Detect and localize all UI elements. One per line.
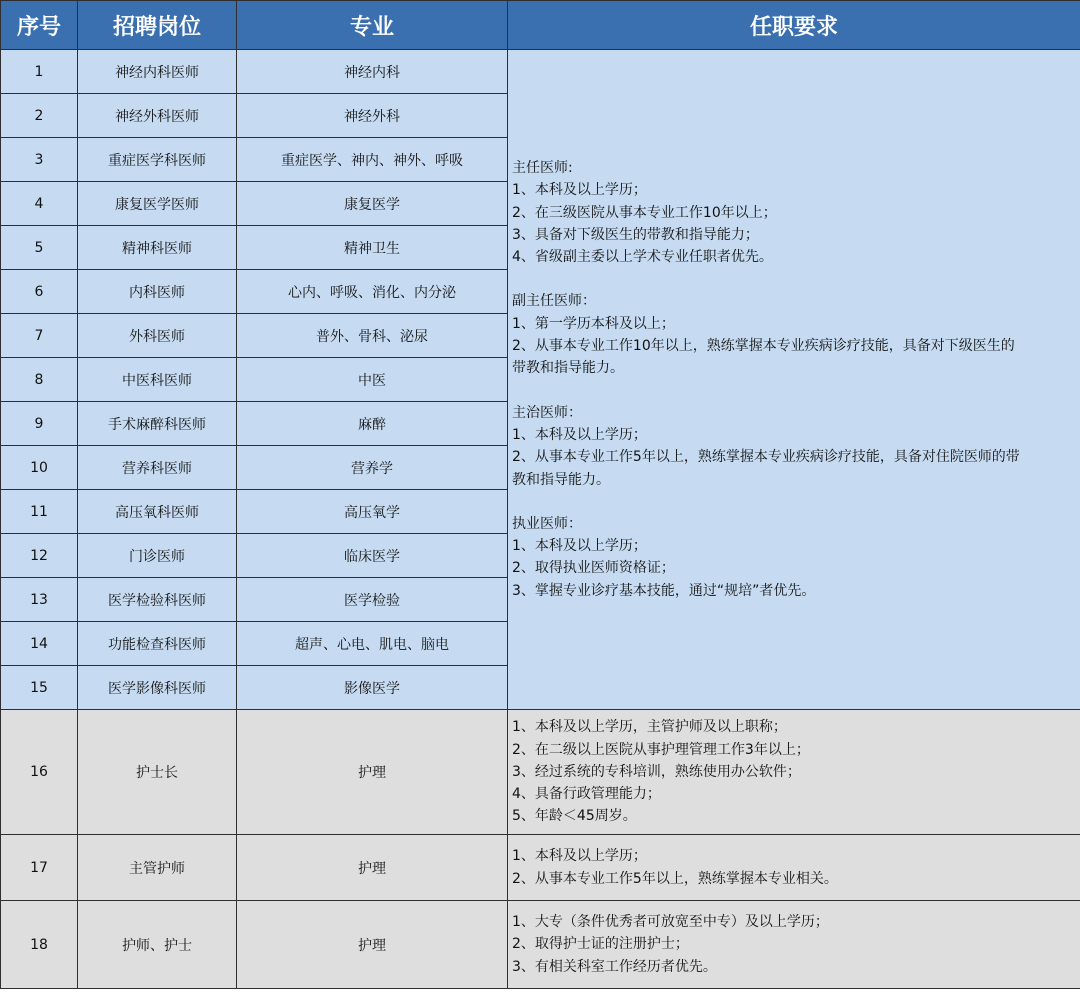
requirement-line: 2、在二级以上医院从事护理管理工作3年以上； [512,741,810,758]
header-no: 序号 [1,1,78,50]
table-row [1,50,1080,94]
cell-position: 神经外科医师 [78,94,237,138]
requirement-line: 5、年龄＜45周岁。 [512,808,637,825]
nurse-requirements-cell [508,835,1080,901]
cell-position: 护师、护士 [78,901,237,989]
cell-position: 外科医师 [78,314,237,358]
requirement-line: 2、从事本专业工作5年以上，熟练掌握本专业疾病诊疗技能，具备对住院医师的带 [512,449,1020,466]
requirement-block [512,157,1076,268]
header-major: 专业 [237,1,508,50]
cell-position: 手术麻醉科医师 [78,402,237,446]
requirement-title: 主任医师: [512,159,573,176]
requirement-title: 主治医师： [512,404,582,421]
cell-position: 精神科医师 [78,226,237,270]
table-row [1,901,1080,989]
spacer [512,491,1076,513]
nurse-requirements-cell [508,710,1080,835]
spacer [512,380,1076,402]
cell-major: 护理 [237,901,508,989]
cell-major: 影像医学 [237,666,508,710]
spacer [512,268,1076,290]
doctor-requirements-cell [508,50,1080,710]
cell-position: 营养科医师 [78,446,237,490]
requirement-line: 2、从事本专业工作5年以上，熟练掌握本专业相关。 [512,870,838,887]
requirement-line: 1、第一学历本科及以上； [512,315,675,332]
requirement-title: 副主任医师： [512,293,596,310]
cell-no: 3 [1,138,78,182]
cell-position: 中医科医师 [78,358,237,402]
cell-major: 神经内科 [237,50,508,94]
cell-position: 门诊医师 [78,534,237,578]
cell-no: 16 [1,710,78,835]
cell-major: 麻醉 [237,402,508,446]
cell-no: 1 [1,50,78,94]
cell-major: 普外、骨科、泌尿 [237,314,508,358]
requirement-line: 1、本科及以上学历，主管护师及以上职称； [512,719,787,736]
cell-position: 高压氧科医师 [78,490,237,534]
cell-major: 超声、心电、肌电、脑电 [237,622,508,666]
cell-position: 功能检查科医师 [78,622,237,666]
requirement-line: 教和指导能力。 [512,471,610,488]
cell-major: 康复医学 [237,182,508,226]
cell-major: 重症医学、神内、神外、呼吸 [237,138,508,182]
cell-no: 7 [1,314,78,358]
cell-no: 12 [1,534,78,578]
requirement-line: 3、具备对下级医生的带教和指导能力； [512,226,759,243]
cell-no: 15 [1,666,78,710]
cell-position: 护士长 [78,710,237,835]
cell-position: 内科医师 [78,270,237,314]
cell-no: 2 [1,94,78,138]
requirement-line: 1、大专（条件优秀者可放宽至中专）及以上学历； [512,914,829,931]
cell-major: 护理 [237,710,508,835]
requirement-line: 3、有相关科室工作经历者优先。 [512,958,717,975]
cell-major: 心内、呼吸、消化、内分泌 [237,270,508,314]
requirement-block [512,402,1076,491]
header-requirements: 任职要求 [508,1,1080,50]
cell-no: 17 [1,835,78,901]
requirement-line: 1、本科及以上学历； [512,538,647,555]
header-row [1,1,1080,50]
requirement-line: 1、本科及以上学历； [512,848,647,865]
cell-no: 8 [1,358,78,402]
cell-no: 10 [1,446,78,490]
cell-no: 13 [1,578,78,622]
nurse-requirements-cell [508,901,1080,989]
requirement-line: 3、掌握专业诊疗基本技能，通过“规培”者优先。 [512,582,816,599]
cell-major: 神经外科 [237,94,508,138]
requirement-line: 1、本科及以上学历； [512,182,647,199]
requirement-line: 4、省级副主委以上学术专业任职者优先。 [512,249,773,266]
requirement-line: 1、本科及以上学历； [512,426,647,443]
requirement-line: 3、经过系统的专科培训，熟练使用办公软件； [512,763,801,780]
requirement-title: 执业医师： [512,515,582,532]
cell-position: 主管护师 [78,835,237,901]
cell-no: 11 [1,490,78,534]
table-row [1,835,1080,901]
cell-major: 高压氧学 [237,490,508,534]
cell-no: 5 [1,226,78,270]
cell-position: 医学检验科医师 [78,578,237,622]
requirement-line: 2、从事本专业工作10年以上，熟练掌握本专业疾病诊疗技能，具备对下级医生的 [512,338,1015,355]
requirement-block [512,513,1076,602]
cell-major: 医学检验 [237,578,508,622]
cell-position: 医学影像科医师 [78,666,237,710]
requirement-line: 2、取得执业医师资格证； [512,560,675,577]
cell-major: 中医 [237,358,508,402]
cell-major: 临床医学 [237,534,508,578]
requirement-line: 带教和指导能力。 [512,360,624,377]
requirement-line: 2、在三级医院从事本专业工作10年以上； [512,204,777,221]
cell-no: 9 [1,402,78,446]
requirement-line: 2、取得护士证的注册护士； [512,936,689,953]
cell-no: 14 [1,622,78,666]
cell-position: 重症医学科医师 [78,138,237,182]
cell-major: 护理 [237,835,508,901]
requirement-line: 4、具备行政管理能力； [512,786,661,803]
cell-major: 精神卫生 [237,226,508,270]
cell-position: 神经内科医师 [78,50,237,94]
cell-no: 4 [1,182,78,226]
cell-no: 18 [1,901,78,989]
cell-major: 营养学 [237,446,508,490]
cell-position: 康复医学医师 [78,182,237,226]
cell-no: 6 [1,270,78,314]
table-row [1,710,1080,835]
header-position: 招聘岗位 [78,1,237,50]
requirement-block [512,290,1076,379]
